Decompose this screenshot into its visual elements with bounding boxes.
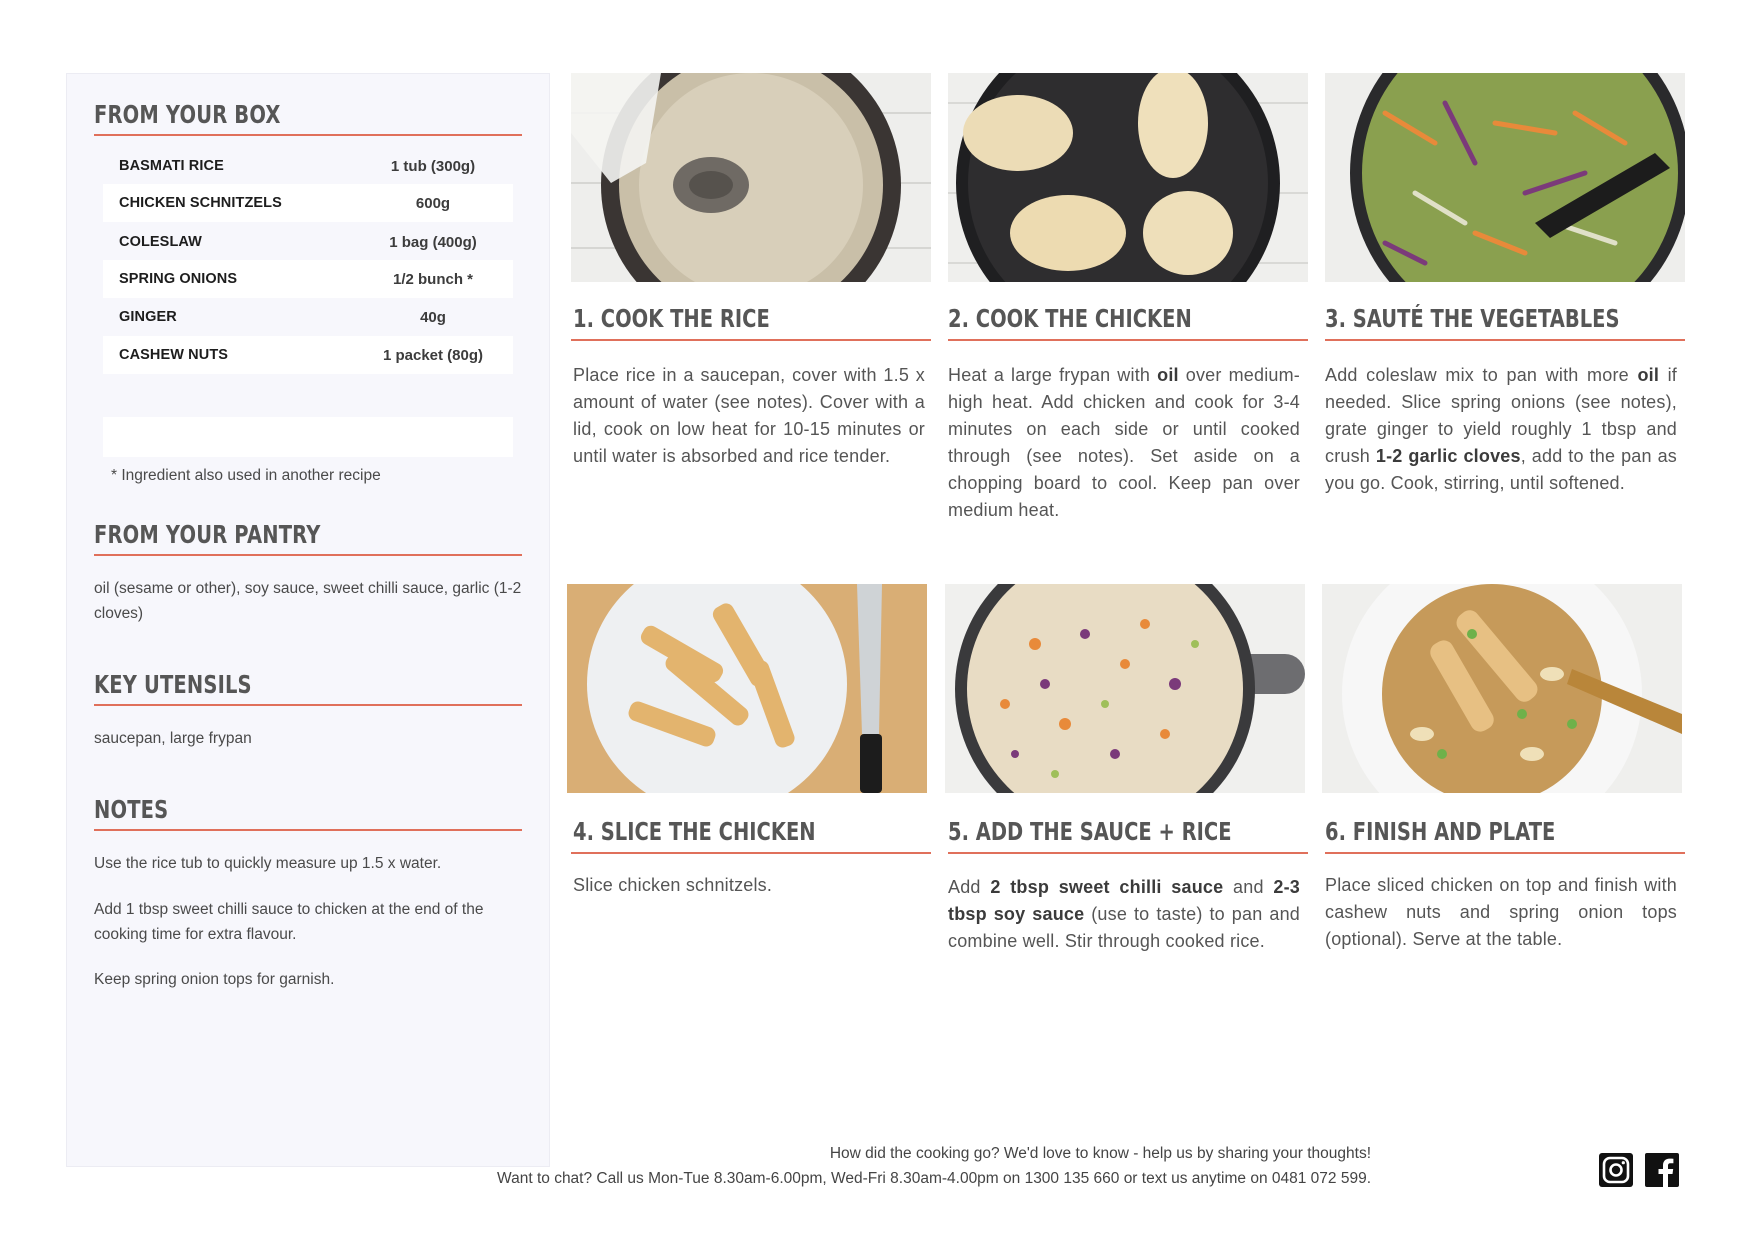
- step-2-text: [948, 362, 1300, 524]
- chicken-in-frypan-photo: [948, 73, 1308, 282]
- ingredient-name: BASMATI RICE: [119, 158, 224, 174]
- step-6-text: [1325, 872, 1677, 953]
- instagram-icon[interactable]: [1598, 1152, 1634, 1188]
- step-text-segment: , add to the pan as you go. Cook, stirring, until softened.: [1325, 446, 1677, 493]
- step-text-segment: Place rice in a saucepan, cover with 1.5 x amount of water (see notes). Cover with a lid, cook on low heat for 10-15 minutes or until water is absorbed and rice tender.: [573, 365, 925, 466]
- step-divider: [1325, 852, 1685, 854]
- ingredient-row: [103, 260, 513, 298]
- empty-ingredient-row: [103, 417, 513, 457]
- ingredient-quantity: 1/2 bunch *: [392, 270, 474, 288]
- ingredient-quantity: 1 bag (400g): [389, 233, 477, 251]
- ingredient-name: CASHEW NUTS: [119, 347, 229, 363]
- contact-info: Want to chat? Call us Mon-Tue 8.30am-6.00pm, Wed-Fri 8.30am-4.00pm on 1300 135 660 or text us anytime on 0481 072 599.: [497, 1170, 1371, 1187]
- ingredient-quantity: 1 packet (80g): [382, 346, 484, 364]
- step-1-title: 1. COOK THE RICE: [573, 304, 770, 333]
- pantry-text: oil (sesame or other), soy sauce, sweet chilli sauce, garlic (1-2 cloves): [94, 580, 522, 622]
- ingredient-quantity: 40g: [420, 308, 446, 326]
- bold-ingredient-text: 2 tbsp sweet chilli sauce: [990, 877, 1224, 897]
- step-text-segment: Heat a large frypan with: [948, 365, 1158, 385]
- step-text-segment: Add coleslaw mix to pan with more: [1325, 365, 1638, 385]
- bold-ingredient-text: 2-3 tbsp soy sauce: [948, 877, 1300, 924]
- vegetables-in-pan-photo: [1325, 73, 1685, 282]
- section-divider: [94, 829, 522, 831]
- step-divider: [571, 852, 931, 854]
- plated-dish-photo: [1322, 584, 1682, 793]
- utensils-text: saucepan, large frypan: [94, 730, 252, 747]
- step-5-text: [948, 874, 1300, 955]
- ingredient-footnote: * Ingredient also used in another recipe: [111, 467, 381, 484]
- fried-rice-in-pan-photo: [945, 584, 1305, 793]
- from-your-pantry-title: FROM YOUR PANTRY: [94, 520, 321, 549]
- ingredient-row: [103, 184, 513, 222]
- ingredient-name: COLESLAW: [119, 234, 202, 250]
- bold-ingredient-text: oil: [1637, 365, 1660, 385]
- note-item: Keep spring onion tops for garnish.: [94, 971, 335, 988]
- step-text-segment: Place sliced chicken on top and finish with cashew nuts and spring onion tops (optional). Serve at the table.: [1325, 875, 1677, 949]
- sliced-chicken-photo: [567, 584, 927, 793]
- ingredient-row: [103, 298, 513, 336]
- step-1-text: [573, 362, 925, 470]
- step-3-text: [1325, 362, 1677, 497]
- ingredient-row: [103, 223, 513, 261]
- ingredient-row: [103, 336, 513, 374]
- step-divider: [948, 852, 1308, 854]
- bold-ingredient-text: 1-2 garlic cloves: [1375, 446, 1521, 466]
- ingredient-quantity: 600g: [415, 194, 451, 212]
- step-6-title: 6. FINISH AND PLATE: [1325, 817, 1556, 846]
- facebook-icon[interactable]: [1644, 1152, 1680, 1188]
- from-your-box-title: FROM YOUR BOX: [94, 100, 281, 129]
- step-text-segment: (use to taste) to pan and combine well. Stir through cooked rice.: [948, 904, 1300, 951]
- bold-ingredient-text: oil: [1157, 365, 1179, 385]
- step-5-title: 5. ADD THE SAUCE + RICE: [948, 817, 1232, 846]
- rice-in-pan-photo: [571, 73, 931, 282]
- step-text-segment: over medium-high heat. Add chicken and cook for 3-4 minutes on each side or until cooked through (see notes). Set aside on a chopping board to cool. Keep pan over medium heat.: [948, 365, 1300, 520]
- step-3-title: 3. SAUTÉ THE VEGETABLES: [1325, 304, 1620, 333]
- section-divider: [94, 554, 522, 556]
- ingredient-name: CHICKEN SCHNITZELS: [119, 195, 282, 211]
- step-text-segment: Slice chicken schnitzels.: [573, 875, 773, 895]
- step-divider: [948, 339, 1308, 341]
- step-text-segment: if needed. Slice spring onions (see notes), grate ginger to yield roughly 1 tbsp and crush: [1325, 365, 1678, 466]
- ingredient-name: SPRING ONIONS: [119, 271, 238, 287]
- step-2-title: 2. COOK THE CHICKEN: [948, 304, 1192, 333]
- feedback-prompt: How did the cooking go? We'd love to know - help us by sharing your thoughts!: [829, 1145, 1371, 1162]
- step-text-segment: Add: [948, 877, 991, 897]
- step-divider: [571, 339, 931, 341]
- step-divider: [1325, 339, 1685, 341]
- step-4-text: [573, 872, 925, 899]
- notes-title: NOTES: [94, 795, 169, 824]
- key-utensils-title: KEY UTENSILS: [94, 670, 252, 699]
- step-text-segment: and: [1223, 877, 1274, 897]
- ingredient-quantity: 1 tub (300g): [390, 157, 476, 175]
- ingredients-sidebar: [66, 73, 550, 1167]
- ingredient-name: GINGER: [119, 309, 177, 325]
- section-divider: [94, 704, 522, 706]
- ingredient-row: [103, 147, 513, 185]
- section-divider: [94, 134, 522, 136]
- step-4-title: 4. SLICE THE CHICKEN: [573, 817, 816, 846]
- note-item: Add 1 tbsp sweet chilli sauce to chicken at the end of the cooking time for extra flavour.: [94, 901, 484, 943]
- note-item: Use the rice tub to quickly measure up 1.5 x water.: [94, 855, 442, 872]
